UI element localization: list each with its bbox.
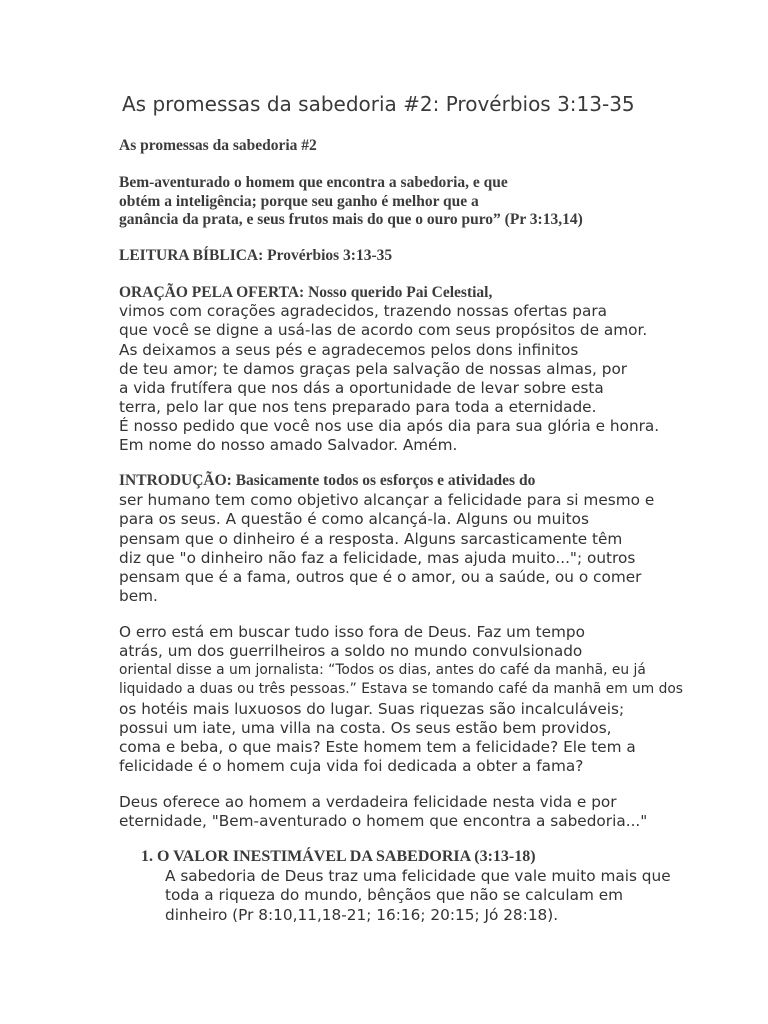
section-line: A sabedoria de Deus traz uma felicidade que vale muito mais que [165, 867, 671, 885]
section-heading: O VALOR INESTIMÁVEL DA SABEDORIA (3:13-18) [157, 848, 536, 865]
section-number: 1. [141, 848, 153, 865]
error-line: os hotéis mais luxuosos do lugar. Suas riquezas são incalculáveis; [119, 700, 625, 718]
verse-line: Bem-aventurado o homem que encontra a sabedoria, e que [119, 174, 508, 191]
intro-first-text: Basicamente todos os esforços e atividades do [231, 472, 536, 489]
error-line: possui um iate, uma villa na costa. Os seus estão bem providos, [119, 719, 612, 737]
prayer-line: terra, pelo lar que nos tens preparado para toda a eternidade. [119, 398, 597, 416]
prayer-first-line [119, 284, 492, 302]
error-line: coma e beba, o que mais? Este homem tem a felicidade? Ele tem a [119, 738, 636, 756]
god-line: eternidade, "Bem-aventurado o homem que encontra a sabedoria..." [119, 812, 648, 830]
verse-line: obtém a inteligência; porque seu ganho é melhor que a [119, 193, 479, 210]
prayer-line: de teu amor; te damos graças pela salvação de nossas almas, por [119, 360, 628, 378]
intro-heading: INTRODUÇÃO: [119, 472, 232, 489]
prayer-line: As deixamos a seus pés e agradecemos pelos dons infinitos [119, 341, 579, 359]
error-line: atrás, um dos guerrilheiros a soldo no mundo convulsionado [119, 642, 583, 660]
prayer-first-text: Nosso querido Pai Celestial, [304, 284, 493, 301]
document-title: As promessas da sabedoria #2: Provérbios 3:13-35 [122, 92, 635, 116]
error-line: felicidade é o homem cuja vida foi dedicada a obter a fama? [119, 757, 584, 775]
prayer-line: É nosso pedido que você nos use dia após dia para sua glória e honra. [119, 417, 660, 435]
verse-line: ganância da prata, e seus frutos mais do que o ouro puro” (Pr 3:13,14) [119, 211, 583, 228]
prayer-line: a vida frutífera que nos dás a oportunidade de levar sobre esta [119, 379, 604, 397]
intro-line: pensam que o dinheiro é a resposta. Alguns sarcasticamente têm [119, 530, 623, 548]
intro-line: ser humano tem como objetivo alcançar a felicidade para si mesmo e [119, 491, 655, 509]
intro-line: para os seus. A questão é como alcançá-la. Alguns ou muitos [119, 510, 589, 528]
section-line: dinheiro (Pr 8:10,11,18-21; 16:16; 20:15; Jó 28:18). [165, 906, 559, 924]
section-line: toda a riqueza do mundo, bênçãos que não se calculam em [165, 886, 624, 904]
prayer-line: que você se digne a usá-las de acordo com seus propósitos de amor. [119, 321, 648, 339]
god-line: Deus oferece ao homem a verdadeira felicidade nesta vida e por [119, 793, 617, 811]
reading-line: LEITURA BÍBLICA: Provérbios 3:13-35 [119, 247, 393, 264]
error-line: O erro está em buscar tudo isso fora de Deus. Faz um tempo [119, 623, 585, 641]
prayer-line: Em nome do nosso amado Salvador. Amém. [119, 436, 458, 454]
intro-first-line [119, 472, 535, 490]
intro-line: bem. [119, 587, 158, 605]
intro-line: pensam que é a fama, outros que é o amor, ou a saúde, ou o comer [119, 568, 642, 586]
prayer-line: vimos com corações agradecidos, trazendo nossas ofertas para [119, 302, 607, 320]
intro-line: diz que "o dinheiro não faz a felicidade, mas ajuda muito..."; outros [119, 549, 636, 567]
error-line: liquidado a duas ou três pessoas.” Estava se tomando café da manhã em um dos [119, 681, 683, 697]
prayer-heading: ORAÇÃO PELA OFERTA: [119, 284, 305, 301]
error-line: oriental disse a um jornalista: “Todos os dias, antes do café da manhã, eu já [119, 662, 646, 678]
subtitle: As promessas da sabedoria #2 [119, 137, 317, 154]
section-heading-line [141, 848, 536, 866]
